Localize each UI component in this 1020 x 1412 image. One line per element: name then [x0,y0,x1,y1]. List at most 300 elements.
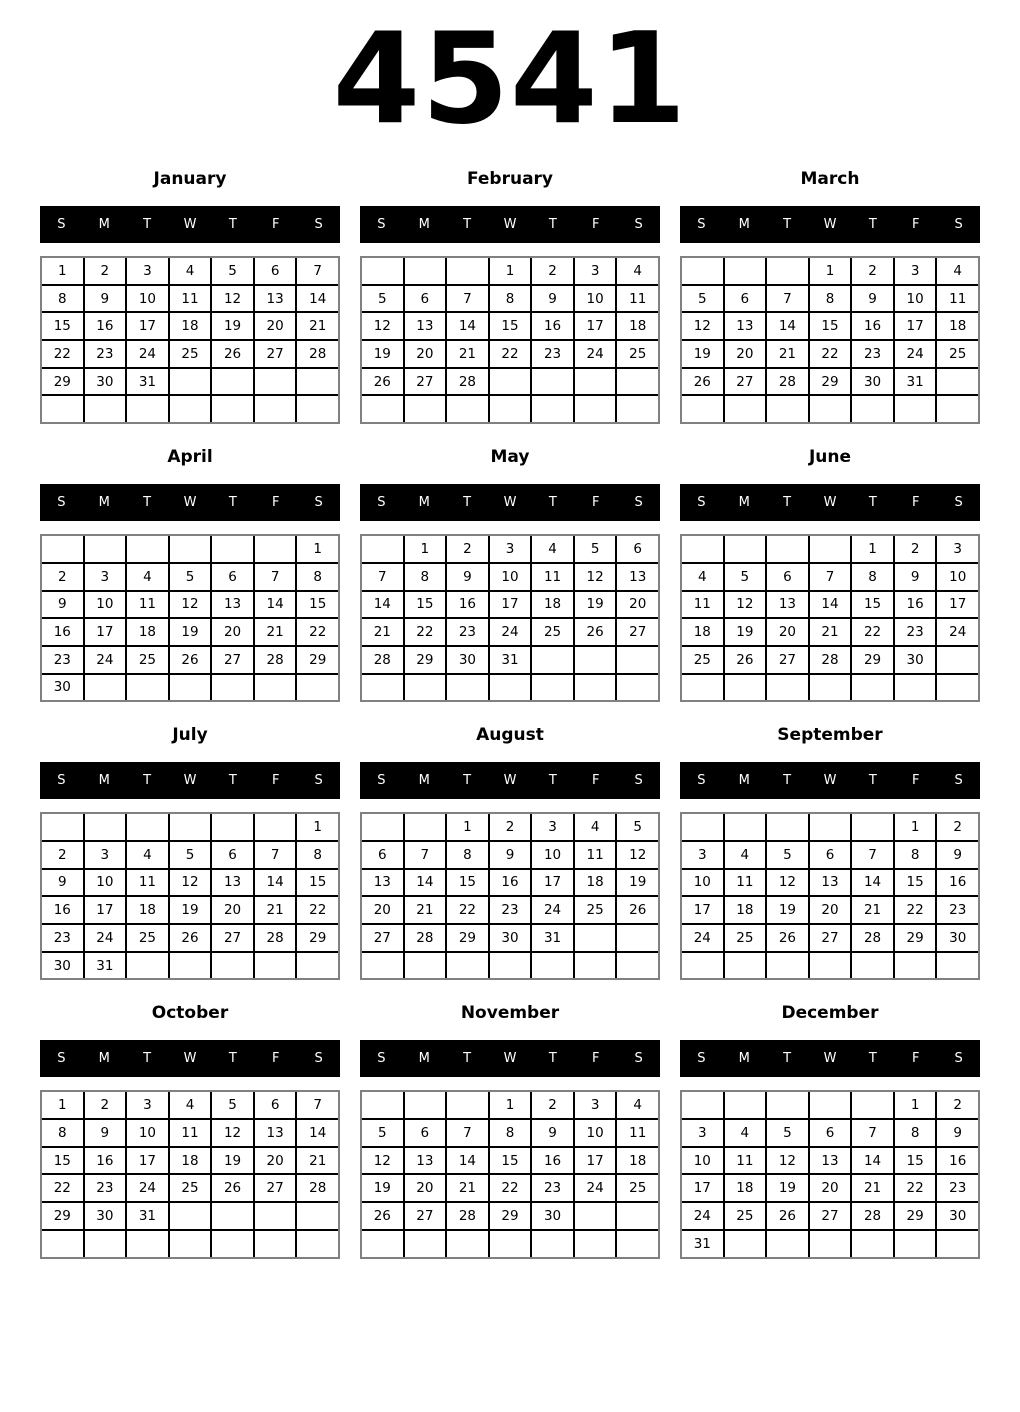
day-cell: 12 [170,592,211,618]
year-title: 4541 [332,5,688,152]
month-day-grid [40,256,340,424]
month-day-grid [680,256,980,424]
day-cell-empty [127,675,168,701]
day-cell: 28 [255,647,296,673]
day-cell: 19 [725,619,766,645]
weekday-letter: F [591,217,600,232]
day-cell-empty [532,647,573,673]
day-cell: 29 [42,369,83,395]
day-cell-empty [85,536,126,562]
weekday-letter: T [463,495,472,511]
weekday-letter: M [98,217,110,232]
day-cell: 10 [895,286,936,312]
day-cell: 30 [85,369,126,395]
day-cell: 14 [767,313,808,339]
day-cell-empty [362,1231,403,1257]
day-cell: 7 [767,286,808,312]
month-title: March [800,169,860,189]
day-cell: 26 [212,1175,253,1201]
day-cell: 30 [447,647,488,673]
month-september [680,724,980,980]
day-cell: 20 [725,341,766,367]
day-cell: 24 [575,341,616,367]
day-cell: 25 [127,647,168,673]
day-cell-empty [617,369,658,395]
day-cell: 16 [852,313,893,339]
day-cell: 10 [937,564,978,590]
day-cell: 18 [617,1148,658,1174]
weekday-letter: W [823,495,837,511]
day-cell: 19 [767,897,808,923]
day-cell-empty [127,1231,168,1257]
day-cell: 6 [255,1092,296,1118]
day-cell-empty [617,396,658,422]
day-cell: 9 [532,1120,573,1146]
weekday-letter: M [418,217,430,232]
weekday-header [680,206,980,243]
day-cell: 8 [297,564,338,590]
weekday-header [360,762,660,799]
day-cell: 5 [767,842,808,868]
day-cell-empty [532,953,573,979]
day-cell: 18 [127,897,168,923]
month-october [40,1002,340,1258]
day-cell-empty [532,675,573,701]
day-cell: 25 [725,925,766,951]
weekday-letter: M [418,773,430,789]
day-cell: 28 [767,369,808,395]
day-cell-empty [810,536,851,562]
day-cell: 8 [895,842,936,868]
weekday-letter: F [911,773,920,789]
day-cell: 2 [85,1092,126,1118]
day-cell-empty [362,1092,403,1118]
day-cell: 31 [490,647,531,673]
day-cell-empty [617,925,658,951]
day-cell: 17 [127,1148,168,1174]
day-cell: 4 [725,842,766,868]
day-cell: 23 [85,341,126,367]
day-cell: 10 [85,870,126,896]
day-cell: 11 [170,1120,211,1146]
day-cell-empty [447,953,488,979]
weekday-letter: M [418,1051,430,1067]
day-cell: 21 [447,1175,488,1201]
month-december [680,1002,980,1258]
day-cell: 28 [297,341,338,367]
day-cell: 22 [42,1175,83,1201]
day-cell: 31 [682,1231,723,1257]
day-cell-empty [725,814,766,840]
day-cell: 18 [170,313,211,339]
day-cell-empty [575,1203,616,1229]
day-cell-empty [170,1231,211,1257]
day-cell: 8 [42,1120,83,1146]
month-day-grid [40,534,340,702]
day-cell: 31 [532,925,573,951]
day-cell-empty [42,396,83,422]
day-cell: 21 [447,341,488,367]
day-cell: 8 [852,564,893,590]
day-cell: 28 [810,647,851,673]
day-cell: 28 [447,1203,488,1229]
weekday-letter: T [143,773,152,789]
day-cell: 14 [852,1148,893,1174]
day-cell: 23 [532,1175,573,1201]
day-cell: 17 [575,313,616,339]
day-cell: 23 [532,341,573,367]
day-cell-empty [405,258,446,284]
day-cell-empty [447,258,488,284]
day-cell-empty [405,1092,446,1118]
day-cell: 1 [895,1092,936,1118]
day-cell: 20 [255,1148,296,1174]
day-cell: 20 [362,897,403,923]
day-cell: 26 [767,925,808,951]
day-cell-empty [575,953,616,979]
day-cell: 9 [85,1120,126,1146]
day-cell: 2 [42,842,83,868]
day-cell: 10 [490,564,531,590]
weekday-letter: W [823,773,837,789]
month-day-grid [40,812,340,980]
day-cell: 21 [255,619,296,645]
day-cell: 11 [617,286,658,312]
month-title: April [167,447,213,468]
day-cell-empty [297,953,338,979]
day-cell: 17 [490,592,531,618]
day-cell: 12 [362,1148,403,1174]
day-cell: 17 [682,897,723,923]
day-cell: 22 [810,341,851,367]
day-cell-empty [127,396,168,422]
day-cell: 27 [767,647,808,673]
day-cell: 26 [170,925,211,951]
day-cell-empty [767,258,808,284]
day-cell-empty [725,953,766,979]
weekday-letter: T [143,495,152,511]
day-cell: 16 [42,619,83,645]
weekday-letter: T [143,217,152,232]
weekday-letter: S [57,773,66,789]
day-cell: 21 [852,1175,893,1201]
day-cell-empty [297,369,338,395]
weekday-letter: T [463,217,472,232]
day-cell-empty [617,1231,658,1257]
day-cell: 15 [447,870,488,896]
day-cell: 18 [617,313,658,339]
day-cell: 10 [575,286,616,312]
day-cell-empty [170,396,211,422]
weekday-header [680,484,980,521]
day-cell-empty [532,369,573,395]
day-cell: 20 [767,619,808,645]
day-cell-empty [810,675,851,701]
day-cell: 30 [490,925,531,951]
weekday-letter: S [634,773,643,789]
day-cell: 9 [42,870,83,896]
day-cell: 3 [895,258,936,284]
day-cell: 28 [447,369,488,395]
day-cell: 14 [362,592,403,618]
day-cell: 22 [42,341,83,367]
day-cell-empty [767,1231,808,1257]
day-cell-empty [810,953,851,979]
weekday-header [680,762,980,799]
day-cell-empty [810,1092,851,1118]
day-cell: 22 [405,619,446,645]
weekday-letter: W [183,773,197,789]
day-cell: 30 [895,647,936,673]
day-cell: 28 [255,925,296,951]
day-cell: 1 [490,258,531,284]
day-cell: 2 [447,536,488,562]
weekday-letter: S [634,217,643,232]
day-cell: 1 [810,258,851,284]
day-cell: 6 [810,842,851,868]
day-cell: 4 [532,536,573,562]
day-cell: 23 [42,647,83,673]
day-cell-empty [405,953,446,979]
weekday-letter: F [271,217,280,232]
day-cell: 22 [490,341,531,367]
day-cell: 2 [490,814,531,840]
weekday-letter: W [503,217,517,232]
day-cell: 25 [575,897,616,923]
day-cell: 7 [810,564,851,590]
day-cell: 15 [297,870,338,896]
day-cell: 2 [42,564,83,590]
day-cell: 6 [405,1120,446,1146]
day-cell-empty [937,369,978,395]
day-cell-empty [212,536,253,562]
day-cell-empty [937,953,978,979]
day-cell: 25 [725,1203,766,1229]
weekday-letter: T [143,1051,152,1067]
day-cell: 24 [575,1175,616,1201]
weekday-letter: S [314,217,323,232]
weekday-header [360,484,660,521]
day-cell: 7 [297,258,338,284]
day-cell: 24 [85,925,126,951]
weekday-letter: W [183,217,197,232]
day-cell: 13 [725,313,766,339]
month-day-grid [680,812,980,980]
day-cell: 13 [255,286,296,312]
day-cell: 10 [85,592,126,618]
month-january [40,168,340,424]
weekday-letter: M [738,1051,750,1067]
month-title: November [460,1003,560,1024]
day-cell-empty [362,675,403,701]
day-cell: 12 [212,286,253,312]
weekday-letter: M [738,217,750,232]
day-cell-empty [682,258,723,284]
day-cell: 25 [617,1175,658,1201]
weekday-letter: F [591,495,600,511]
day-cell: 3 [127,1092,168,1118]
day-cell-empty [937,396,978,422]
day-cell-empty [895,953,936,979]
day-cell: 3 [85,564,126,590]
weekday-header [360,206,660,243]
day-cell: 18 [725,1175,766,1201]
weekday-header [360,1040,660,1077]
day-cell: 29 [895,1203,936,1229]
day-cell: 29 [810,369,851,395]
day-cell: 19 [212,1148,253,1174]
day-cell-empty [575,675,616,701]
day-cell: 3 [682,842,723,868]
day-cell-empty [810,814,851,840]
day-cell-empty [575,925,616,951]
day-cell: 16 [937,1148,978,1174]
day-cell: 11 [682,592,723,618]
day-cell: 31 [127,369,168,395]
day-cell: 1 [405,536,446,562]
day-cell: 8 [297,842,338,868]
day-cell: 8 [405,564,446,590]
day-cell: 22 [297,897,338,923]
day-cell: 20 [617,592,658,618]
day-cell-empty [895,396,936,422]
day-cell: 29 [490,1203,531,1229]
day-cell: 3 [937,536,978,562]
day-cell: 4 [682,564,723,590]
day-cell-empty [937,647,978,673]
day-cell: 20 [405,341,446,367]
weekday-letter: T [548,773,557,789]
day-cell: 14 [810,592,851,618]
weekday-letter: M [738,495,750,511]
day-cell-empty [170,675,211,701]
day-cell: 7 [447,286,488,312]
day-cell: 15 [42,313,83,339]
day-cell: 5 [170,842,211,868]
day-cell: 23 [42,925,83,951]
day-cell: 16 [490,870,531,896]
day-cell-empty [362,396,403,422]
day-cell: 24 [682,925,723,951]
month-day-grid [680,534,980,702]
day-cell: 26 [682,369,723,395]
day-cell: 16 [895,592,936,618]
day-cell-empty [725,396,766,422]
day-cell: 21 [405,897,446,923]
day-cell: 24 [895,341,936,367]
day-cell: 26 [170,647,211,673]
weekday-header [680,1040,980,1077]
month-day-grid [40,1090,340,1258]
day-cell: 25 [127,925,168,951]
day-cell-empty [255,396,296,422]
day-cell-empty [725,1092,766,1118]
day-cell-empty [575,1231,616,1257]
weekday-letter: S [314,495,323,511]
day-cell: 6 [405,286,446,312]
day-cell-empty [767,536,808,562]
day-cell: 23 [937,1175,978,1201]
day-cell-empty [85,675,126,701]
day-cell: 1 [42,1092,83,1118]
weekday-letter: S [634,495,643,511]
day-cell: 6 [617,536,658,562]
day-cell-empty [532,1231,573,1257]
day-cell: 15 [895,1148,936,1174]
day-cell-empty [490,1231,531,1257]
weekday-letter: S [954,773,963,789]
day-cell-empty [725,258,766,284]
day-cell-empty [895,675,936,701]
day-cell-empty [852,1231,893,1257]
day-cell: 14 [255,592,296,618]
day-cell: 31 [895,369,936,395]
weekday-letter: M [418,495,430,511]
day-cell-empty [297,1231,338,1257]
day-cell: 4 [725,1120,766,1146]
day-cell: 3 [532,814,573,840]
day-cell: 10 [532,842,573,868]
weekday-letter: T [783,773,792,789]
day-cell-empty [255,1203,296,1229]
day-cell: 18 [575,870,616,896]
day-cell: 29 [405,647,446,673]
day-cell: 11 [127,870,168,896]
day-cell: 19 [767,1175,808,1201]
day-cell: 16 [42,897,83,923]
day-cell: 1 [490,1092,531,1118]
day-cell-empty [255,675,296,701]
day-cell: 23 [895,619,936,645]
day-cell: 27 [405,369,446,395]
day-cell: 17 [85,619,126,645]
day-cell-empty [532,396,573,422]
day-cell: 30 [42,953,83,979]
day-cell: 4 [127,564,168,590]
month-june [680,446,980,702]
day-cell-empty [617,647,658,673]
day-cell: 9 [447,564,488,590]
day-cell-empty [85,814,126,840]
day-cell: 4 [127,842,168,868]
day-cell: 26 [362,1203,403,1229]
day-cell-empty [725,536,766,562]
weekday-letter: S [57,495,66,511]
month-august [360,724,660,980]
day-cell: 13 [810,870,851,896]
weekday-letter: S [377,495,386,511]
day-cell: 12 [212,1120,253,1146]
weekday-letter: S [634,1051,643,1067]
day-cell: 1 [447,814,488,840]
day-cell: 15 [405,592,446,618]
weekday-letter: S [954,217,963,232]
weekday-letter: W [503,1051,517,1067]
day-cell: 16 [532,1148,573,1174]
day-cell-empty [852,814,893,840]
day-cell: 7 [405,842,446,868]
weekday-letter: S [697,495,706,511]
day-cell: 13 [617,564,658,590]
day-cell: 8 [447,842,488,868]
day-cell: 24 [532,897,573,923]
day-cell: 19 [170,619,211,645]
weekday-letter: T [868,217,877,232]
day-cell-empty [447,396,488,422]
day-cell-empty [255,953,296,979]
day-cell: 15 [895,870,936,896]
day-cell: 9 [490,842,531,868]
